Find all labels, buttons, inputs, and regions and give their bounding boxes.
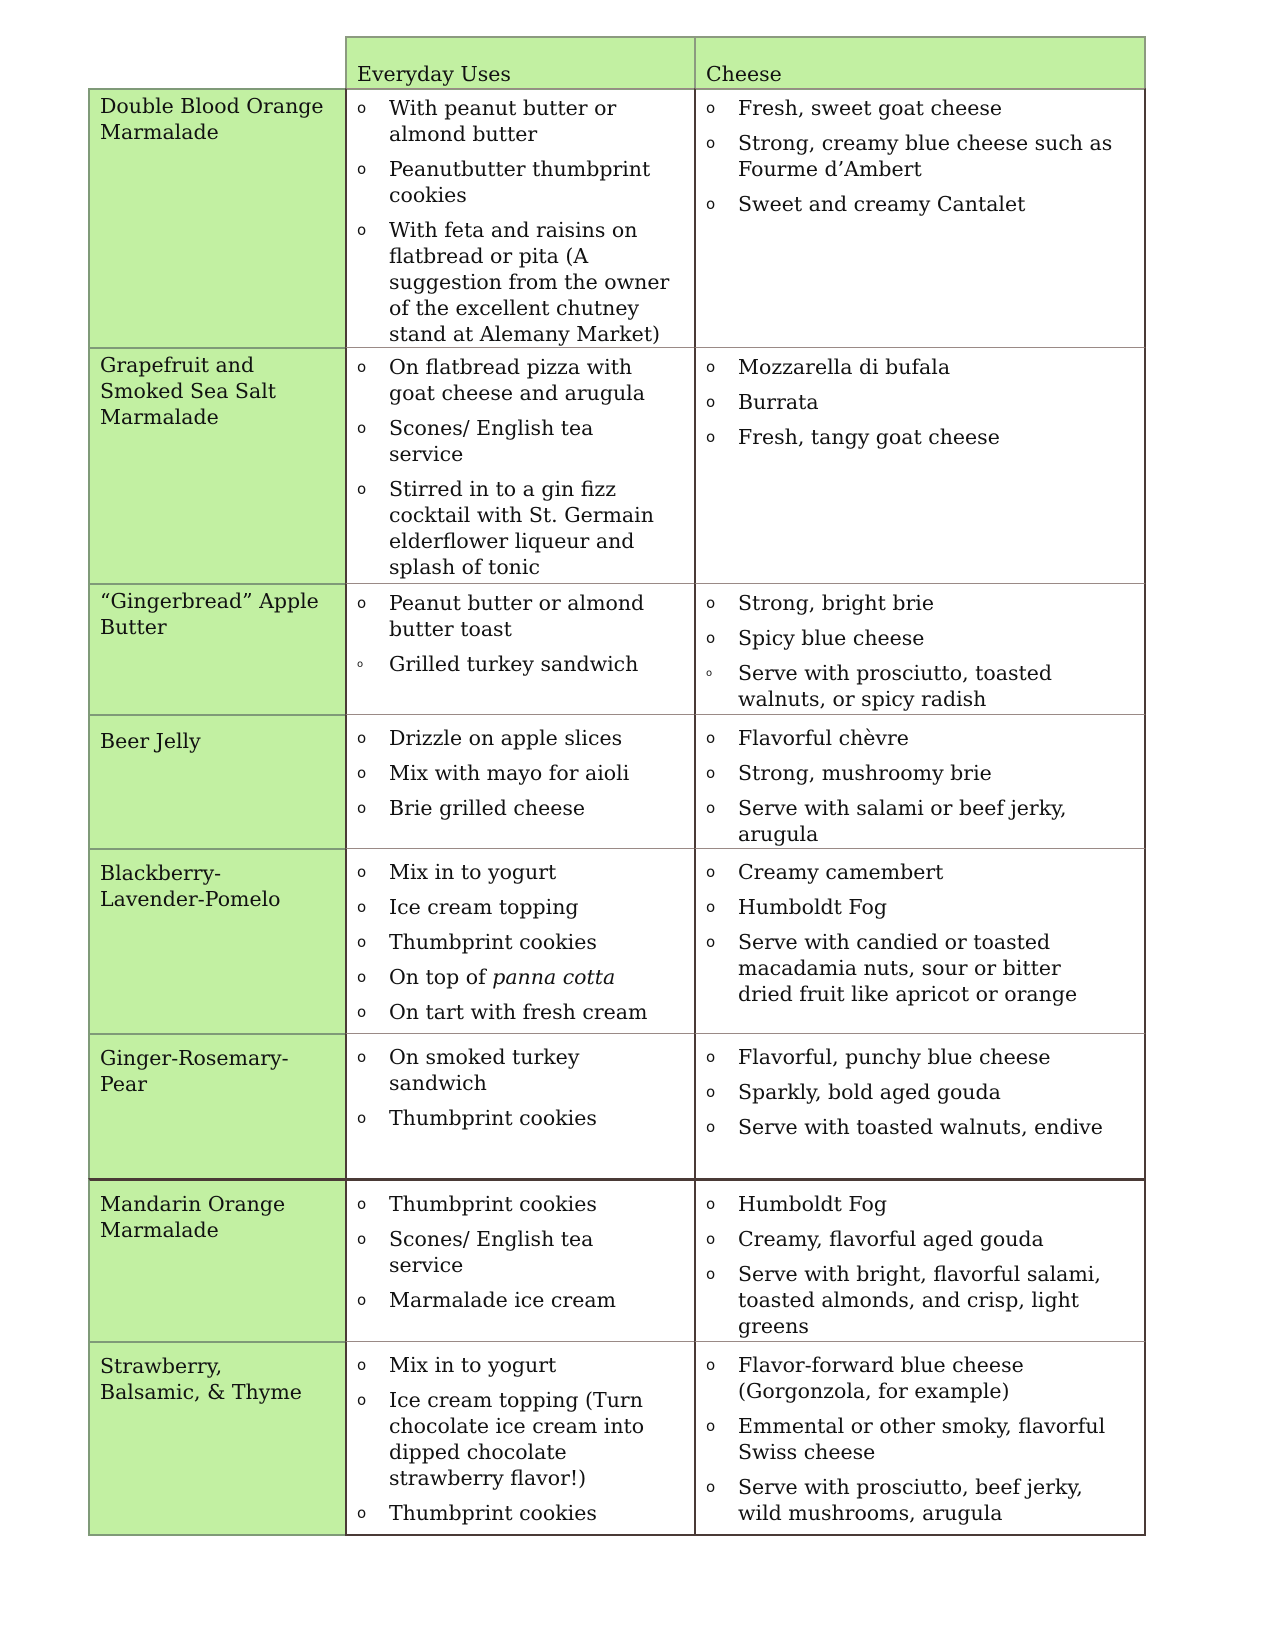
cheese-cell bbox=[694, 88, 1146, 347]
bullet-icon: o bbox=[706, 799, 716, 817]
list-item-text: Scones/ English tea service bbox=[389, 1227, 594, 1277]
list-item-text: Serve with prosciutto, beef jerky, wild mushrooms, arugula bbox=[738, 1475, 1083, 1525]
list-item bbox=[706, 795, 1132, 847]
list-item-text: On tart with fresh cream bbox=[389, 1000, 648, 1024]
bullet-icon: o bbox=[706, 1118, 716, 1136]
bullet-icon: o bbox=[357, 933, 367, 951]
jam-name: Double Blood Orange Marmalade bbox=[88, 88, 347, 347]
table-row bbox=[88, 583, 1146, 714]
bullet-icon: o bbox=[357, 968, 367, 986]
bullet-icon: o bbox=[706, 1417, 716, 1435]
bullet-icon: o bbox=[706, 594, 716, 612]
list-item bbox=[357, 1191, 686, 1217]
list-item-text: Thumbprint cookies bbox=[389, 1106, 597, 1130]
list-item-text: Ice cream topping (Turn chocolate ice cream into dipped chocolate strawberry flavor!) bbox=[389, 1388, 645, 1490]
list-item bbox=[357, 1352, 686, 1378]
table-header bbox=[345, 36, 1146, 90]
bullet-icon: o bbox=[706, 195, 716, 213]
list-item-text: Sparkly, bold aged gouda bbox=[738, 1080, 1001, 1104]
bullet-icon: o bbox=[706, 393, 716, 411]
bullet-icon: o bbox=[357, 1291, 367, 1309]
list-item bbox=[357, 1287, 686, 1313]
bullet-icon: o bbox=[357, 1504, 367, 1522]
uses-cell bbox=[345, 347, 696, 583]
list-item bbox=[706, 424, 1132, 450]
bullet-icon: o bbox=[357, 1230, 367, 1248]
list-item bbox=[357, 1226, 686, 1278]
list-item bbox=[706, 1261, 1132, 1339]
bullet-icon: o bbox=[706, 898, 716, 916]
cheese-cell bbox=[694, 1033, 1146, 1178]
bullet-icon: o bbox=[357, 898, 367, 916]
bullet-icon: o bbox=[357, 1003, 367, 1021]
list-item-text: Scones/ English tea service bbox=[389, 416, 594, 466]
list-item-text-italic: panna cotta bbox=[492, 965, 616, 989]
list-item-text: Mix in to yogurt bbox=[389, 1353, 557, 1377]
bullet-icon: o bbox=[706, 1478, 716, 1496]
list-item-text: Mix with mayo for aioli bbox=[389, 761, 630, 785]
list-item-text: Creamy, flavorful aged gouda bbox=[738, 1227, 1044, 1251]
bullet-icon: o bbox=[357, 1109, 367, 1127]
list-item bbox=[357, 651, 686, 677]
list-item bbox=[357, 859, 686, 885]
bullet-icon: o bbox=[357, 764, 367, 782]
list-item-text: Thumbprint cookies bbox=[389, 1501, 597, 1525]
list-item bbox=[357, 156, 686, 208]
list-item bbox=[357, 894, 686, 920]
list-item-text: Strong, mushroomy brie bbox=[738, 761, 992, 785]
jam-name: Ginger-Rosemary- Pear bbox=[88, 1033, 347, 1178]
list-item-text bbox=[389, 964, 686, 990]
list-item bbox=[357, 760, 686, 786]
list-item-text: Drizzle on apple slices bbox=[389, 726, 623, 750]
table-row bbox=[88, 1178, 1146, 1341]
list-item-text: Serve with bright, flavorful salami, toasted almonds, and crisp, light greens bbox=[738, 1262, 1101, 1338]
list-item-text: Flavorful, punchy blue cheese bbox=[738, 1045, 1051, 1069]
list-item-text: Serve with salami or beef jerky, arugula bbox=[738, 796, 1067, 846]
bullet-icon: o bbox=[357, 480, 367, 498]
list-item-text: Mozzarella di bufala bbox=[738, 355, 951, 379]
header-cheese-label: Cheese bbox=[706, 61, 782, 86]
list-item bbox=[706, 1413, 1132, 1465]
table-row bbox=[88, 1033, 1146, 1178]
list-item-text: Stirred in to a gin fizz cocktail with St. Germain elderflower liqueur and splash of tonic bbox=[389, 477, 654, 579]
list-item-text: On smoked turkey sandwich bbox=[389, 1045, 580, 1095]
bullet-icon: o bbox=[357, 799, 367, 817]
bullet-icon: o bbox=[706, 1195, 716, 1213]
uses-cell bbox=[345, 1033, 696, 1178]
bullet-icon: o bbox=[357, 221, 367, 239]
list-item bbox=[357, 590, 686, 642]
uses-cell bbox=[345, 1178, 696, 1341]
list-item-text: Ice cream topping bbox=[389, 895, 579, 919]
cheese-cell bbox=[694, 714, 1146, 848]
header-everyday-uses bbox=[345, 36, 696, 90]
uses-cell bbox=[345, 583, 696, 714]
list-item-text: Burrata bbox=[738, 390, 819, 414]
list-item bbox=[357, 999, 686, 1025]
list-item bbox=[706, 1079, 1132, 1105]
list-item-text: With peanut butter or almond butter bbox=[389, 96, 617, 146]
bullet-icon: o bbox=[706, 1356, 716, 1374]
list-item bbox=[706, 859, 1132, 885]
list-item-text: Brie grilled cheese bbox=[389, 796, 586, 820]
list-item bbox=[706, 1352, 1132, 1404]
bullet-icon: o bbox=[706, 729, 716, 747]
cheese-cell bbox=[694, 1178, 1146, 1341]
header-cheese bbox=[694, 36, 1146, 90]
list-item bbox=[357, 354, 686, 406]
list-item-text: Flavorful chèvre bbox=[738, 726, 909, 750]
bullet-icon: o bbox=[706, 1048, 716, 1066]
list-item-text: Emmental or other smoky, flavorful Swiss cheese bbox=[738, 1414, 1106, 1464]
bullet-icon: o bbox=[706, 1265, 716, 1283]
bullet-icon: o bbox=[357, 1195, 367, 1213]
header-everyday-uses-label: Everyday Uses bbox=[357, 61, 511, 86]
list-item-text: Flavor-forward blue cheese (Gorgonzola, for example) bbox=[738, 1353, 1024, 1403]
bullet-icon: o bbox=[706, 99, 716, 117]
jam-name: Blackberry- Lavender-Pomelo bbox=[88, 848, 347, 1033]
list-item bbox=[706, 1226, 1132, 1252]
list-item-text: Serve with candied or toasted macadamia nuts, sour or bitter dried fruit like apricot or orange bbox=[738, 930, 1078, 1006]
list-item bbox=[357, 1105, 686, 1131]
list-item bbox=[706, 660, 1132, 712]
jam-name: Grapefruit and Smoked Sea Salt Marmalade bbox=[88, 347, 347, 583]
list-item bbox=[357, 1387, 686, 1491]
list-item bbox=[357, 1044, 686, 1096]
cheese-cell bbox=[694, 848, 1146, 1033]
list-item-text: On flatbread pizza with goat cheese and arugula bbox=[389, 355, 645, 405]
list-item-text: Peanutbutter thumbprint cookies bbox=[389, 157, 651, 207]
cheese-cell bbox=[694, 1341, 1146, 1535]
jam-name: Beer Jelly bbox=[88, 714, 347, 848]
list-item-text: Humboldt Fog bbox=[738, 895, 887, 919]
list-item-text: Marmalade ice cream bbox=[389, 1288, 616, 1312]
list-item-text: Mix in to yogurt bbox=[389, 860, 557, 884]
list-item-text: Strong, bright brie bbox=[738, 591, 934, 615]
table-row bbox=[88, 347, 1146, 583]
bullet-icon: o bbox=[357, 160, 367, 178]
uses-cell bbox=[345, 714, 696, 848]
list-item bbox=[706, 625, 1132, 651]
cheese-cell bbox=[694, 583, 1146, 714]
list-item bbox=[357, 795, 686, 821]
bullet-icon: o bbox=[706, 428, 716, 446]
bullet-icon: o bbox=[357, 729, 367, 747]
list-item bbox=[357, 476, 686, 580]
jam-name: Strawberry, Balsamic, & Thyme bbox=[88, 1341, 347, 1535]
list-item-text: Thumbprint cookies bbox=[389, 1192, 597, 1216]
uses-cell bbox=[345, 88, 696, 347]
list-item-text: Humboldt Fog bbox=[738, 1192, 887, 1216]
list-item bbox=[706, 1044, 1132, 1070]
list-item-text: With feta and raisins on flatbread or pita (A suggestion from the owner of the excellent chutney stand at Alemany Market) bbox=[389, 218, 670, 346]
list-item bbox=[706, 1474, 1132, 1526]
bullet-icon: o bbox=[706, 134, 716, 152]
table-row bbox=[88, 88, 1146, 347]
list-item-text: Serve with toasted walnuts, endive bbox=[738, 1115, 1103, 1139]
list-item-text: Peanut butter or almond butter toast bbox=[389, 591, 645, 641]
list-item bbox=[706, 191, 1132, 217]
list-item-text: Grilled turkey sandwich bbox=[389, 652, 639, 676]
bullet-icon: o bbox=[357, 863, 367, 881]
list-item bbox=[706, 389, 1132, 415]
list-item bbox=[706, 590, 1132, 616]
bullet-icon: o bbox=[357, 419, 367, 437]
list-item bbox=[706, 95, 1132, 121]
uses-cell bbox=[345, 1341, 696, 1535]
table-bottom-border-name bbox=[88, 1534, 347, 1536]
list-item bbox=[357, 1500, 686, 1526]
bullet-icon: o bbox=[357, 358, 367, 376]
list-item-text: Fresh, tangy goat cheese bbox=[738, 425, 1000, 449]
list-item bbox=[706, 725, 1132, 751]
list-item bbox=[706, 1191, 1132, 1217]
bullet-icon: o bbox=[357, 1356, 367, 1374]
cheese-cell bbox=[694, 347, 1146, 583]
bullet-icon: o bbox=[706, 668, 713, 679]
list-item-text: Strong, creamy blue cheese such as Fourme d’Ambert bbox=[738, 131, 1113, 181]
table-row bbox=[88, 714, 1146, 848]
bullet-icon: o bbox=[706, 863, 716, 881]
list-item bbox=[706, 130, 1132, 182]
list-item-text: Thumbprint cookies bbox=[389, 930, 597, 954]
list-item bbox=[357, 217, 686, 347]
bullet-icon: o bbox=[357, 1391, 367, 1409]
list-item bbox=[706, 929, 1132, 1007]
list-item bbox=[706, 894, 1132, 920]
table-row bbox=[88, 1341, 1146, 1535]
bullet-icon: o bbox=[706, 764, 716, 782]
bullet-icon: o bbox=[706, 1083, 716, 1101]
list-item-text-plain: On top of bbox=[389, 965, 493, 989]
bullet-icon: o bbox=[706, 1230, 716, 1248]
bullet-icon: o bbox=[357, 99, 367, 117]
list-item bbox=[357, 929, 686, 955]
table-row bbox=[88, 848, 1146, 1033]
bullet-icon: o bbox=[706, 358, 716, 376]
list-item bbox=[706, 1114, 1132, 1140]
list-item-text: Fresh, sweet goat cheese bbox=[738, 96, 1003, 120]
list-item bbox=[706, 354, 1132, 380]
table-bottom-border bbox=[345, 1534, 1146, 1536]
list-item bbox=[357, 725, 686, 751]
bullet-icon: o bbox=[357, 594, 367, 612]
list-item bbox=[357, 95, 686, 147]
list-item-text: Spicy blue cheese bbox=[738, 626, 925, 650]
bullet-icon: o bbox=[357, 659, 364, 670]
bullet-icon: o bbox=[357, 1048, 367, 1066]
uses-cell bbox=[345, 848, 696, 1033]
list-item bbox=[357, 415, 686, 467]
list-item-text: Serve with prosciutto, toasted walnuts, or spicy radish bbox=[738, 661, 1052, 711]
jam-name: Mandarin Orange Marmalade bbox=[88, 1178, 347, 1341]
list-item bbox=[706, 760, 1132, 786]
list-item-text: Creamy camembert bbox=[738, 860, 944, 884]
bullet-icon: o bbox=[706, 629, 716, 647]
list-item-text: Sweet and creamy Cantalet bbox=[738, 192, 1026, 216]
bullet-icon: o bbox=[706, 933, 716, 951]
list-item bbox=[357, 964, 686, 990]
jam-name: “Gingerbread” Apple Butter bbox=[88, 583, 347, 714]
